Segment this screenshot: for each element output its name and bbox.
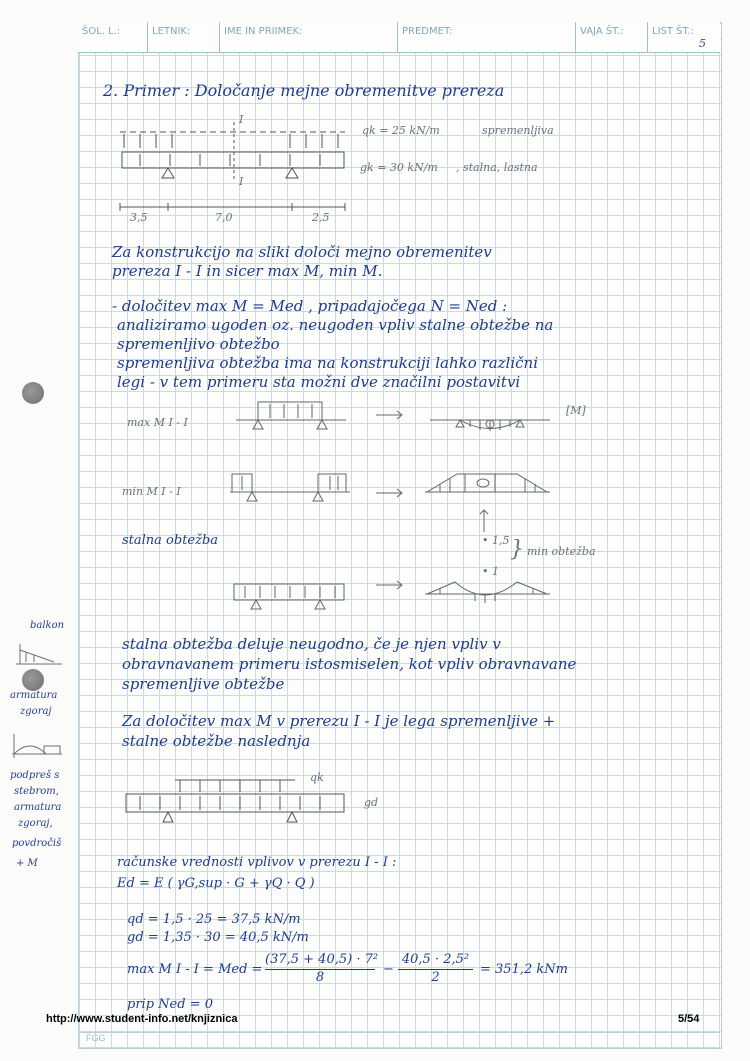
para3-line: obravnavanem primeru istosmiselen, kot vpliv obravnavane [122,655,577,673]
sheet-number: 5 [699,37,706,50]
para3-line: spremenljive obtežbe [122,675,285,693]
calc-ned: prip Ned = 0 [127,997,213,1012]
header-label: LETNIK: [152,26,191,37]
header-label: IME IN PRIIMEK: [224,26,303,37]
max-m-label: max M I - I [127,416,188,429]
para4-line: stalne obtežbe naslednja [122,732,311,750]
para2-line: spremenljiva obtežba ima na konstrukciji lahko različni [117,354,538,372]
para3-line: stalna obtežba deluje neugodno, če je njen vpliv v [122,635,501,653]
margin-note: zgoraj, [18,818,53,829]
min-m-label: min M I - I [122,485,181,498]
stalna-label: stalna obtežba [122,533,219,548]
fraction-2 [398,953,473,986]
section-label-bottom: I [239,175,244,188]
margin-note: povdročiš [12,838,62,849]
punch-hole [22,382,44,404]
min-m-moment-diagram [425,470,550,502]
header-label: LIST ŠT.: [652,26,694,37]
margin-note: armatura [14,802,62,813]
para2-line: analiziramo ugoden oz. neugoden vpliv stalne obtežbe na [117,316,554,334]
fraction-1 [265,952,379,986]
header-year [148,22,220,52]
calc-qd: qd = 1,5 · 25 = 37,5 kN/m [127,912,301,927]
margin-note: + M [16,858,38,869]
stalna-beam-sketch [230,580,350,616]
calc-intro: računske vrednosti vplivov v prerezu I - I : [117,855,397,870]
header-name [220,22,398,52]
page-header [78,22,720,53]
bottom-label: FGG [86,1033,106,1043]
gk-type: , stalna, lastna [456,161,538,174]
arrow-icon [376,580,406,590]
header-subject [398,22,576,52]
para2-line: spremenljivo obtežbo [117,335,280,353]
margin-note: podpreš s [10,770,60,781]
gk-label: gk = 30 kN/m [360,161,438,174]
calc-result: = 351,2 kNm [480,962,568,977]
max-m-beam-sketch [236,398,346,436]
page-title: 2. Primer : Določanje mejne obremenitve prereza [103,81,505,100]
para1-line: Za konstrukcijo na sliki določi mejno obremenitev [112,243,492,261]
fraction-2-denominator: 2 [431,969,440,985]
para2-line: legi - v tem primeru sta možni dve značilni postavitvi [117,373,521,391]
margin-sketch [14,640,64,668]
margin-note: stebrom, [14,786,59,797]
arrow-icon [376,488,406,498]
beam-diagram-1 [110,112,350,227]
fraction-2-numerator: 40,5 · 2,5² [401,952,470,967]
margin-note: zgoraj [20,706,52,717]
min-m-beam-sketch [230,470,350,508]
brace: } [510,537,524,562]
fraction-1-denominator: 8 [315,969,325,985]
factor-1: • 1 [482,565,499,578]
arrow-up-icon [478,508,498,534]
footer-page-number: 5/54 [678,1013,700,1025]
fraction-1-numerator: (37,5 + 40,5) · 7² [265,952,379,967]
margin-note: armatura [10,690,58,701]
para2-line: - določitev max M = Med , pripadajočega N = Ned : [112,297,508,315]
max-m-moment-diagram [430,405,550,440]
footer-url[interactable]: http://www.student-info.net/knjiznica [46,1013,238,1025]
margin-sketch [10,732,65,762]
calc-gd: gd = 1,35 · 30 = 40,5 kN/m [127,930,309,945]
header-exercise [576,22,648,52]
gd-label-2: gd [364,796,379,809]
qk-label-2: qk [310,771,324,784]
dim-left: 3,5 [130,211,148,224]
qk-label: qk = 25 kN/m [362,124,440,137]
arrow-icon [376,410,406,420]
stalna-moment-diagram [425,576,550,612]
para4-line: Za določitev max M v prerezu I - I je lega spremenljive + [122,712,556,730]
header-label: ŠOL. L.: [82,26,121,37]
factor-1-5: • 1,5 [482,534,510,547]
margin-note: balkon [30,620,65,631]
calc-ed-formula: Ed = E ( γG,sup · G + γQ · Q ) [117,876,315,891]
header-sheet [648,22,720,52]
header-label: VAJA ŠT.: [580,26,624,37]
dim-mid: 7,0 [215,211,233,224]
section-label-top: I [239,113,244,126]
calc-minus: − [383,962,394,977]
punch-hole [22,669,44,691]
header-school [78,22,148,52]
header-label: PREDMET: [402,26,453,37]
bottom-label-cell [78,1032,720,1048]
dim-right: 2,5 [312,211,330,224]
beam-diagram-2 [120,772,360,832]
qk-type: spremenljiva [482,124,554,137]
calc-max-prefix: max M I - I = Med = [127,962,263,977]
unit-label: [M] [566,404,586,417]
min-obtezba-label: min obtežba [527,545,596,558]
para1-line: prereza I - I in sicer max M, min M. [112,262,383,280]
